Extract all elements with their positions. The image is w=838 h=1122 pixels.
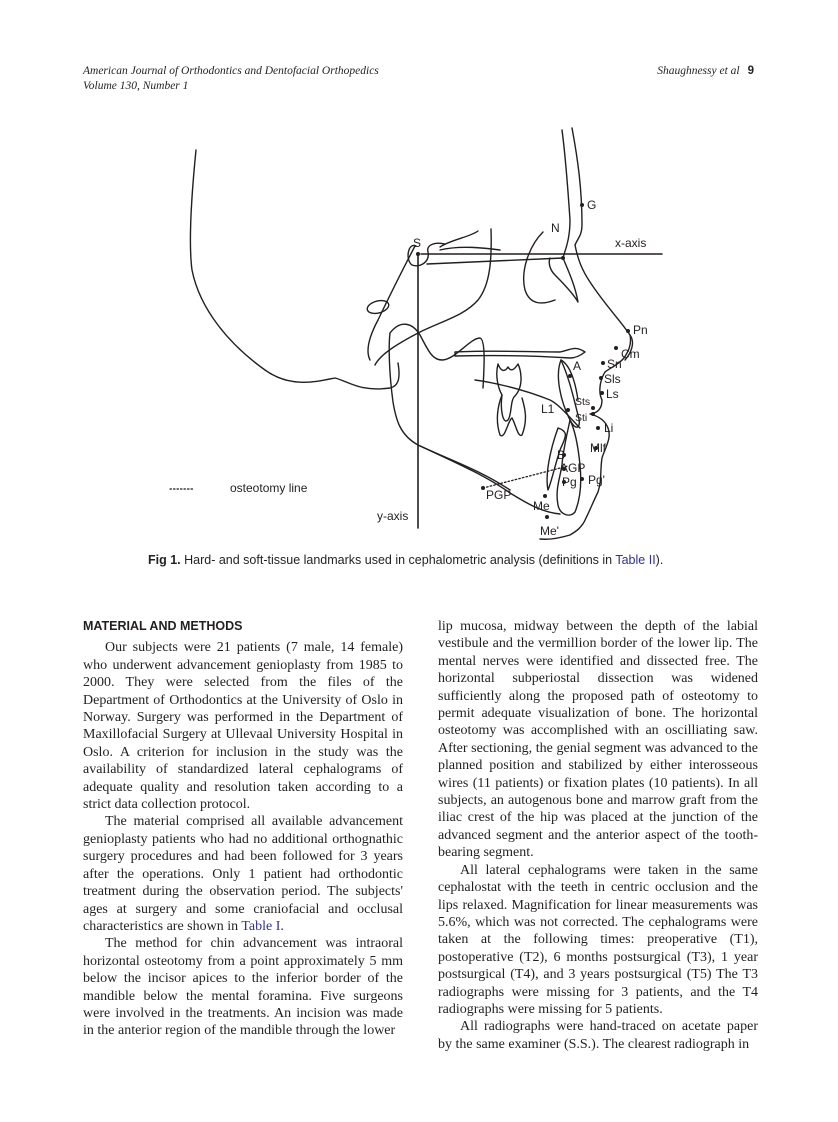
paragraph-text: .: [280, 918, 284, 934]
landmark-PGP: PGP: [486, 488, 512, 502]
table-ii-link[interactable]: Table II: [615, 553, 656, 567]
y-axis-label: y-axis: [377, 509, 409, 523]
section-heading: MATERIAL AND METHODS: [83, 619, 243, 633]
landmark-Mlf: Mlf: [590, 441, 606, 455]
landmark-Pn: Pn: [633, 323, 648, 337]
caption-text: Hard- and soft-tissue landmarks used in cephalometric analysis (definitions in: [180, 553, 616, 567]
table-i-link[interactable]: Table I: [241, 918, 281, 934]
landmark-Me-soft: Me': [540, 524, 559, 538]
paragraph: lip mucosa, midway between the depth of the labial vestibule and the vermillion border of the lower lip. The mental nerves were identified and dissected free. The horizontal subperiostal dissection was widened sufficiently along the proposed path of osteotomy to permit adequate visualization of bone. The horizontal osteotomy was accomplished with an oscilliating saw. After sectioning, the genial segment was advanced to the planned position and stabilized by either interosseous wires (11 patients) or fixation plates (10 patients). In all subjects, an autogenous bone and marrow graft from the iliac crest of the hip was placed at the junction of the advanced segment and the anterior aspect of the tooth-bearing segment.: [438, 619, 758, 861]
paragraph: [83, 813, 403, 935]
authors: Shaughnessy et al: [657, 65, 740, 77]
landmark-B: B: [557, 448, 566, 462]
paragraph: Our subjects were 21 patients (7 male, 14 female) who underwent advancement genioplasty from 1985 to 2000. They were selected from the files of the Department of Orthodontics at the University of Oslo in Norway. Surgery was performed in the Department of Maxillofacial Surgery at Ullevaal University Hospital in Oslo. A criterion for inclusion in the study was the availability of standardized lateral cephalograms of adequate quality and resolution taken according to a strict data collection protocol.: [83, 640, 403, 813]
landmark-Sti: Sti: [575, 412, 588, 424]
right-column: [438, 618, 758, 1053]
caption-suffix: ).: [655, 553, 664, 567]
paragraph-text: The material comprised all available advancement genioplasty patients who had no additional orthognathic surgery procedures and had been followed for 3 years after the operations. Only 1 patient had orthodontic treatment during the observation period. The subjects' ages at surgery and some craniofacial and occlusal characteristics are shown in: [83, 814, 403, 934]
x-axis-label: x-axis: [615, 236, 647, 250]
landmark-L1: L1: [541, 402, 555, 416]
figure-caption: [148, 553, 663, 567]
left-column: [83, 618, 403, 1040]
paragraph: All radiographs were hand-traced on acetate paper by the same examiner (S.S.). The clearest radiograph in: [438, 1019, 758, 1052]
landmark-Pg-soft: Pg': [588, 473, 605, 487]
landmark-Sn: Sn: [607, 357, 622, 371]
legend-osteotomy-line: osteotomy line: [230, 481, 308, 495]
landmark-G: G: [587, 198, 597, 212]
landmark-S: S: [413, 236, 422, 250]
landmark-Li: Li: [604, 421, 614, 435]
paragraph: All lateral cephalograms were taken in the same cephalostat with the teeth in centric occlusion and the lips relaxed. Magnification for linear measurements was 5.6%, which was not corrected. The cephalograms were taken at the following times: preoperative (T1), postoperative (T2), 6 months postsurgical (T3), 1 year postsurgical (T4), and 3 years postsurgical (T5) The T3 radiographs were missing for 3 patients, and the T4 radiographs were missing for 5 patients.: [438, 862, 758, 1017]
landmark-AGP: AGP: [560, 461, 586, 475]
page-number: 9: [747, 65, 754, 77]
landmark-Ls: Ls: [606, 387, 619, 401]
landmark-Pg: Pg: [562, 475, 577, 489]
landmark-Me: Me: [533, 499, 550, 513]
landmark-Sts: Sts: [575, 396, 591, 408]
running-head-right: [657, 64, 754, 79]
paragraph: The method for chin advancement was intraoral horizontal osteotomy from a point approximately 5 mm below the incisor apices to the inferior border of the mandible below the mental foramina. Five surgeons were involved in the treatments. An incision was made in the anterior region of the mandible through the lower: [83, 936, 403, 1039]
caption-prefix: Fig 1.: [148, 553, 181, 567]
landmark-Sls: Sls: [604, 372, 621, 386]
cephalometric-figure: [150, 120, 670, 540]
landmark-N: N: [551, 221, 560, 235]
running-head-left: [83, 64, 379, 94]
journal-volume: Volume 130, Number 1: [83, 80, 189, 92]
landmark-Cm: Cm: [621, 347, 640, 361]
journal-title: American Journal of Orthodontics and Dentofacial Orthopedics: [83, 65, 379, 77]
landmark-A: A: [573, 359, 582, 373]
